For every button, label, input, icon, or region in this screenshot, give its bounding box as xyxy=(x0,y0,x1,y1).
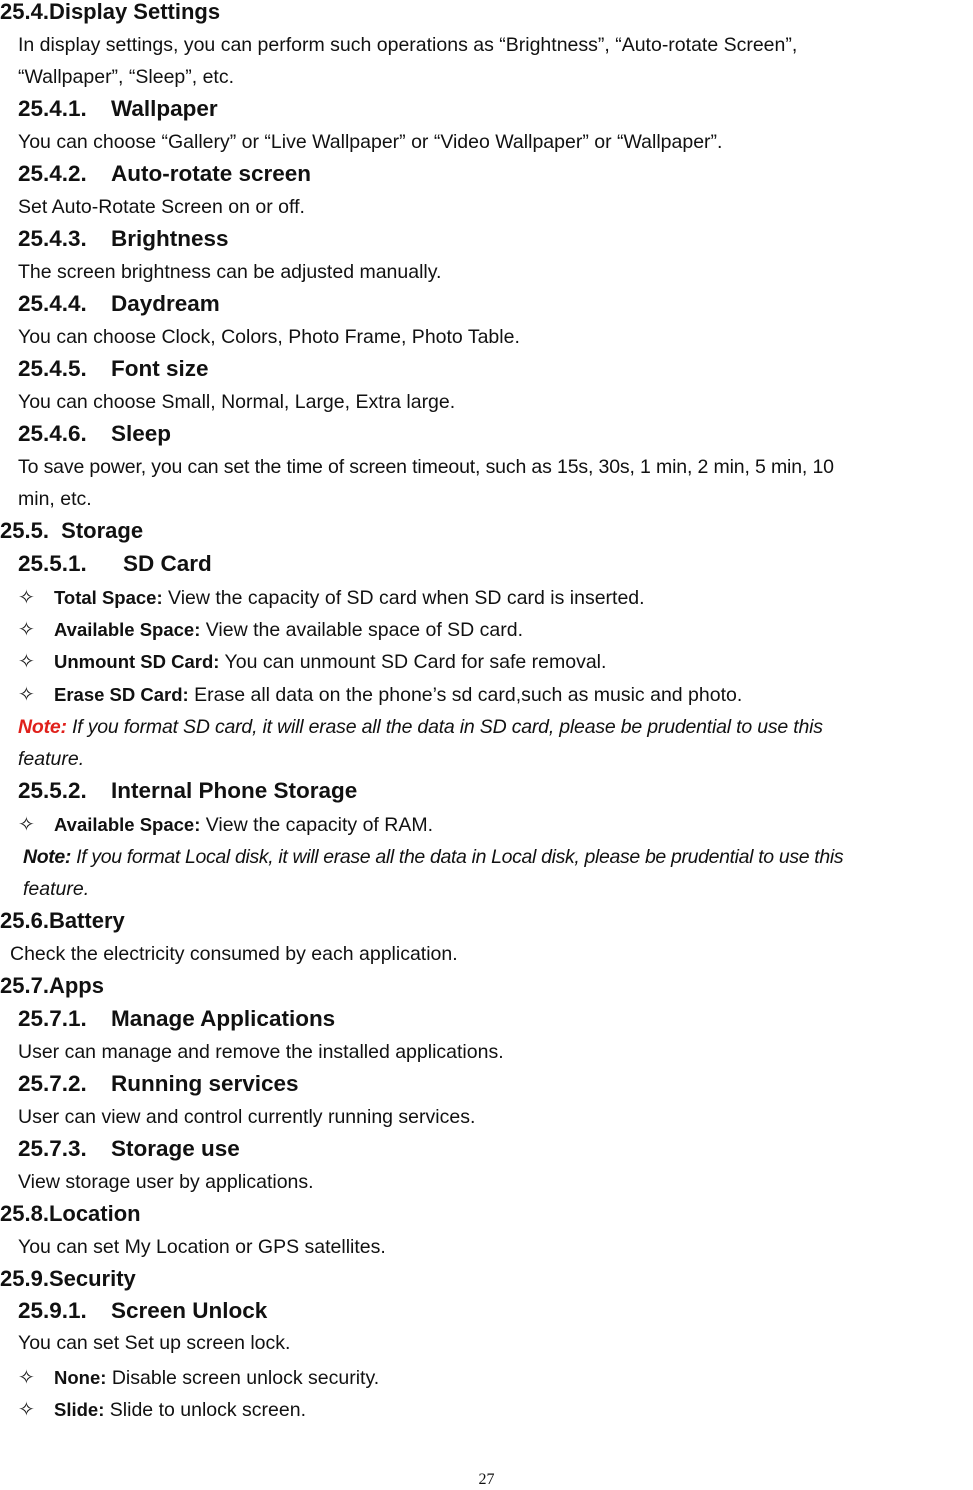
subheading-number: 25.4.4. xyxy=(18,291,87,316)
heading-number: 25.7. xyxy=(0,973,49,998)
list-item xyxy=(18,683,742,707)
diamond-bullet-icon: ✧ xyxy=(18,651,35,673)
intro-text: In display settings, you can perform such operations as “Brightness”, “Auto-rotate Screen”, xyxy=(18,34,798,56)
subheading-title: Sleep xyxy=(111,421,172,446)
subheading-title: Brightness xyxy=(111,226,229,251)
section-heading-apps xyxy=(0,974,104,998)
section-heading-security xyxy=(0,1267,136,1291)
sd-card-note-cont: feature. xyxy=(18,748,85,770)
bullet-text: View the capacity of RAM. xyxy=(200,814,434,836)
subheading-title: Daydream xyxy=(111,291,220,316)
subheading-number: 25.7.1. xyxy=(18,1006,87,1031)
section-heading-battery xyxy=(0,909,125,933)
section-heading-display-settings xyxy=(0,0,220,24)
subheading-sd-card xyxy=(18,552,212,576)
list-item xyxy=(18,813,433,837)
subheading-running-services xyxy=(18,1072,299,1096)
intro-text-cont: “Wallpaper”, “Sleep”, etc. xyxy=(18,66,235,88)
subheading-brightness xyxy=(18,227,229,251)
bullet-text: Erase all data on the phone’s sd card,such as music and photo. xyxy=(188,684,743,706)
subheading-title: Wallpaper xyxy=(111,96,218,121)
subheading-number: 25.4.5. xyxy=(18,356,87,381)
subheading-title: Internal Phone Storage xyxy=(111,778,358,803)
diamond-bullet-icon: ✧ xyxy=(18,684,35,706)
bullet-term: Unmount SD Card: xyxy=(54,651,220,672)
bullet-text: View the capacity of SD card when SD card is inserted. xyxy=(162,587,645,609)
heading-title: Storage xyxy=(61,518,144,543)
font-size-text: You can choose Small, Normal, Large, Extra large. xyxy=(18,391,456,413)
subheading-number: 25.7.2. xyxy=(18,1071,87,1096)
location-text: You can set My Location or GPS satellites. xyxy=(18,1236,386,1258)
heading-title: Display Settings xyxy=(48,0,221,24)
storage-use-text: View storage user by applications. xyxy=(18,1171,314,1193)
subheading-daydream xyxy=(18,292,220,316)
manage-applications-text: User can manage and remove the installed applications. xyxy=(18,1041,504,1063)
list-item xyxy=(18,1398,306,1422)
battery-text: Check the electricity consumed by each application. xyxy=(10,943,458,965)
subheading-title: SD Card xyxy=(123,551,212,576)
diamond-bullet-icon: ✧ xyxy=(18,1367,35,1389)
subheading-number: 25.4.2. xyxy=(18,161,87,186)
diamond-bullet-icon: ✧ xyxy=(18,619,35,641)
heading-title: Apps xyxy=(48,973,104,998)
brightness-text: The screen brightness can be adjusted manually. xyxy=(18,261,442,283)
subheading-sleep xyxy=(18,422,171,446)
bullet-term: Total Space: xyxy=(54,587,163,608)
subheading-title: Running services xyxy=(111,1071,299,1096)
heading-number: 25.6. xyxy=(0,908,49,933)
note-label: Note: xyxy=(18,716,67,738)
bullet-term: Available Space: xyxy=(54,619,201,640)
subheading-number: 25.5.2. xyxy=(18,778,87,803)
bullet-text: Slide to unlock screen. xyxy=(104,1399,306,1421)
diamond-bullet-icon: ✧ xyxy=(18,1399,35,1421)
sleep-text: To save power, you can set the time of screen timeout, such as 15s, 30s, 1 min, 2 min, 5 min, 10 xyxy=(18,456,834,478)
bullet-term: Slide: xyxy=(54,1399,105,1420)
heading-number: 25.5. xyxy=(0,518,49,543)
subheading-title: Auto-rotate screen xyxy=(111,161,312,186)
wallpaper-text: You can choose “Gallery” or “Live Wallpaper” or “Video Wallpaper” or “Wallpaper”. xyxy=(18,131,723,153)
sd-card-note xyxy=(18,715,971,739)
bullet-text: View the available space of SD card. xyxy=(200,619,524,641)
page-number: 27 xyxy=(478,1471,495,1488)
subheading-number: 25.4.1. xyxy=(18,96,87,121)
bullet-text: Disable screen unlock security. xyxy=(106,1367,380,1389)
note-text: If you format Local disk, it will erase all the data in Local disk, please be prudential to use this xyxy=(71,846,844,868)
diamond-bullet-icon: ✧ xyxy=(18,814,35,836)
heading-number: 25.4. xyxy=(0,0,49,24)
subheading-title: Storage use xyxy=(111,1136,240,1161)
heading-title: Location xyxy=(48,1201,141,1226)
bullet-term: Available Space: xyxy=(54,814,201,835)
section-heading-storage xyxy=(0,519,143,543)
subheading-screen-unlock xyxy=(18,1299,267,1323)
daydream-text: You can choose Clock, Colors, Photo Frame, Photo Table. xyxy=(18,326,520,348)
subheading-storage-use xyxy=(18,1137,240,1161)
diamond-bullet-icon: ✧ xyxy=(18,587,35,609)
subheading-number: 25.4.6. xyxy=(18,421,87,446)
subheading-number: 25.7.3. xyxy=(18,1136,87,1161)
bullet-term: Erase SD Card: xyxy=(54,684,189,705)
heading-title: Security xyxy=(48,1266,136,1291)
subheading-number: 25.9.1. xyxy=(18,1298,87,1323)
auto-rotate-text: Set Auto-Rotate Screen on or off. xyxy=(18,196,305,218)
subheading-number: 25.4.3. xyxy=(18,226,87,251)
subheading-manage-applications xyxy=(18,1007,335,1031)
heading-number: 25.8. xyxy=(0,1201,49,1226)
running-services-text: User can view and control currently running services. xyxy=(18,1106,476,1128)
note-label: Note: xyxy=(23,846,72,868)
bullet-text: You can unmount SD Card for safe removal. xyxy=(219,651,607,673)
section-heading-location xyxy=(0,1202,141,1226)
bullet-term: None: xyxy=(54,1367,107,1388)
internal-storage-note-cont: feature. xyxy=(23,878,90,900)
screen-unlock-text: You can set Set up screen lock. xyxy=(18,1332,291,1354)
subheading-title: Font size xyxy=(111,356,209,381)
subheading-auto-rotate xyxy=(18,162,311,186)
list-item xyxy=(18,1366,379,1390)
heading-number: 25.9. xyxy=(0,1266,49,1291)
list-item xyxy=(18,650,606,674)
note-text: If you format SD card, it will erase all the data in SD card, please be prudential to use this xyxy=(66,716,823,738)
subheading-title: Screen Unlock xyxy=(111,1298,268,1323)
list-item xyxy=(18,618,523,642)
subheading-font-size xyxy=(18,357,209,381)
heading-title: Battery xyxy=(48,908,125,933)
subheading-wallpaper xyxy=(18,97,218,121)
subheading-title: Manage Applications xyxy=(111,1006,336,1031)
list-item xyxy=(18,586,645,610)
subheading-internal-storage xyxy=(18,779,357,803)
sleep-text-cont: min, etc. xyxy=(18,488,92,510)
internal-storage-note xyxy=(23,845,843,869)
subheading-number: 25.5.1. xyxy=(18,551,87,576)
